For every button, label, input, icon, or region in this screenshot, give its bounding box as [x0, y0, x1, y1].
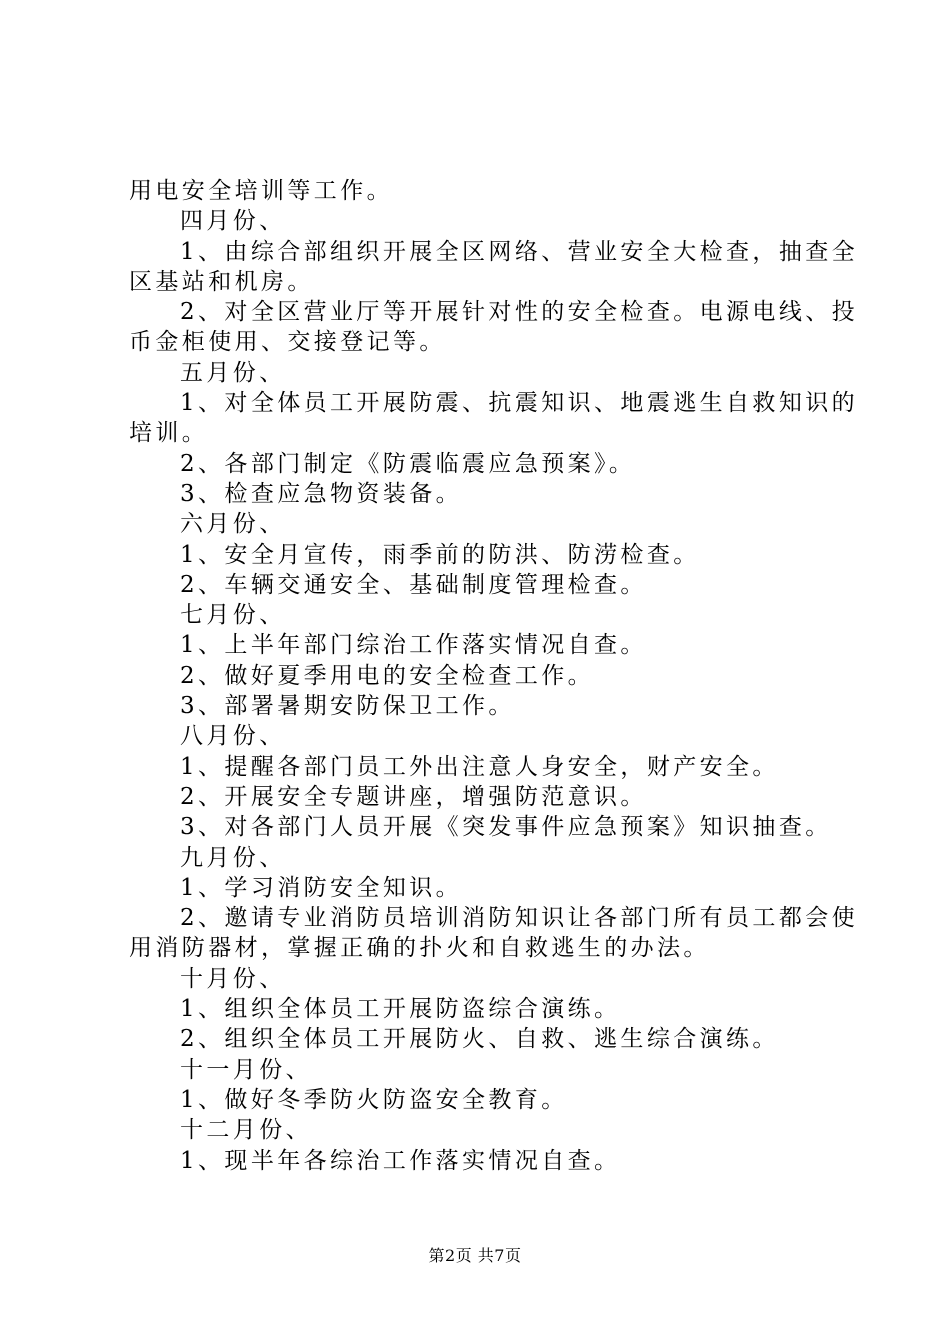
text-line: 币金柜使用、交接登记等。 [129, 329, 446, 356]
text-line: 1、由综合部组织开展全区网络、营业安全大检查，抽查全 [180, 238, 859, 265]
text-line: 八月份、 [180, 723, 286, 750]
text-line: 1、学习消防安全知识。 [180, 874, 463, 901]
text-line: 1、做好冬季防火防盗安全教育。 [180, 1086, 568, 1113]
text-line: 七月份、 [180, 602, 286, 629]
text-line: 十二月份、 [180, 1117, 312, 1144]
text-line: 用电安全培训等工作。 [129, 178, 393, 204]
text-line: 六月份、 [180, 511, 286, 538]
text-line: 用消防器材，掌握正确的扑火和自救逃生的办法。 [129, 935, 710, 962]
text-line: 2、对全区营业厅等开展针对性的安全检查。电源电线、投 [180, 299, 859, 326]
text-line: 3、部署暑期安防保卫工作。 [180, 693, 515, 720]
text-line: 五月份、 [180, 359, 286, 386]
text-line: 区基站和机房。 [129, 268, 314, 295]
text-line: 1、安全月宣传，雨季前的防洪、防涝检查。 [180, 541, 700, 568]
text-line: 1、现半年各综治工作落实情况自查。 [180, 1147, 621, 1174]
text-line: 3、对各部门人员开展《突发事件应急预案》知识抽查。 [180, 814, 832, 841]
text-line: 1、对全体员工开展防震、抗震知识、地震逃生自救知识的 [180, 390, 859, 417]
text-line: 1、上半年部门综治工作落实情况自查。 [180, 632, 647, 659]
text-line: 2、开展安全专题讲座，增强防范意识。 [180, 783, 647, 810]
text-line: 九月份、 [180, 844, 286, 871]
page-footer: 第2页 共7页 [428, 1246, 522, 1265]
text-line: 2、各部门制定《防震临震应急预案》。 [180, 450, 636, 477]
text-line: 十一月份、 [180, 1056, 312, 1083]
text-line: 1、组织全体员工开展防盗综合演练。 [180, 996, 621, 1023]
text-line: 培训。 [129, 420, 209, 447]
document-body [129, 176, 859, 1176]
text-line: 2、车辆交通安全、基础制度管理检查。 [180, 571, 647, 598]
text-line: 1、提醒各部门员工外出注意人身安全，财产安全。 [180, 753, 779, 780]
text-line: 2、做好夏季用电的安全检查工作。 [180, 662, 595, 689]
text-line: 2、组织全体员工开展防火、自救、逃生综合演练。 [180, 1026, 779, 1053]
text-line: 2、邀请专业消防员培训消防知识让各部门所有员工都会使 [180, 905, 859, 932]
text-line: 四月份、 [180, 208, 286, 235]
text-line: 十月份、 [180, 965, 286, 992]
text-line: 3、检查应急物资装备。 [180, 480, 463, 507]
